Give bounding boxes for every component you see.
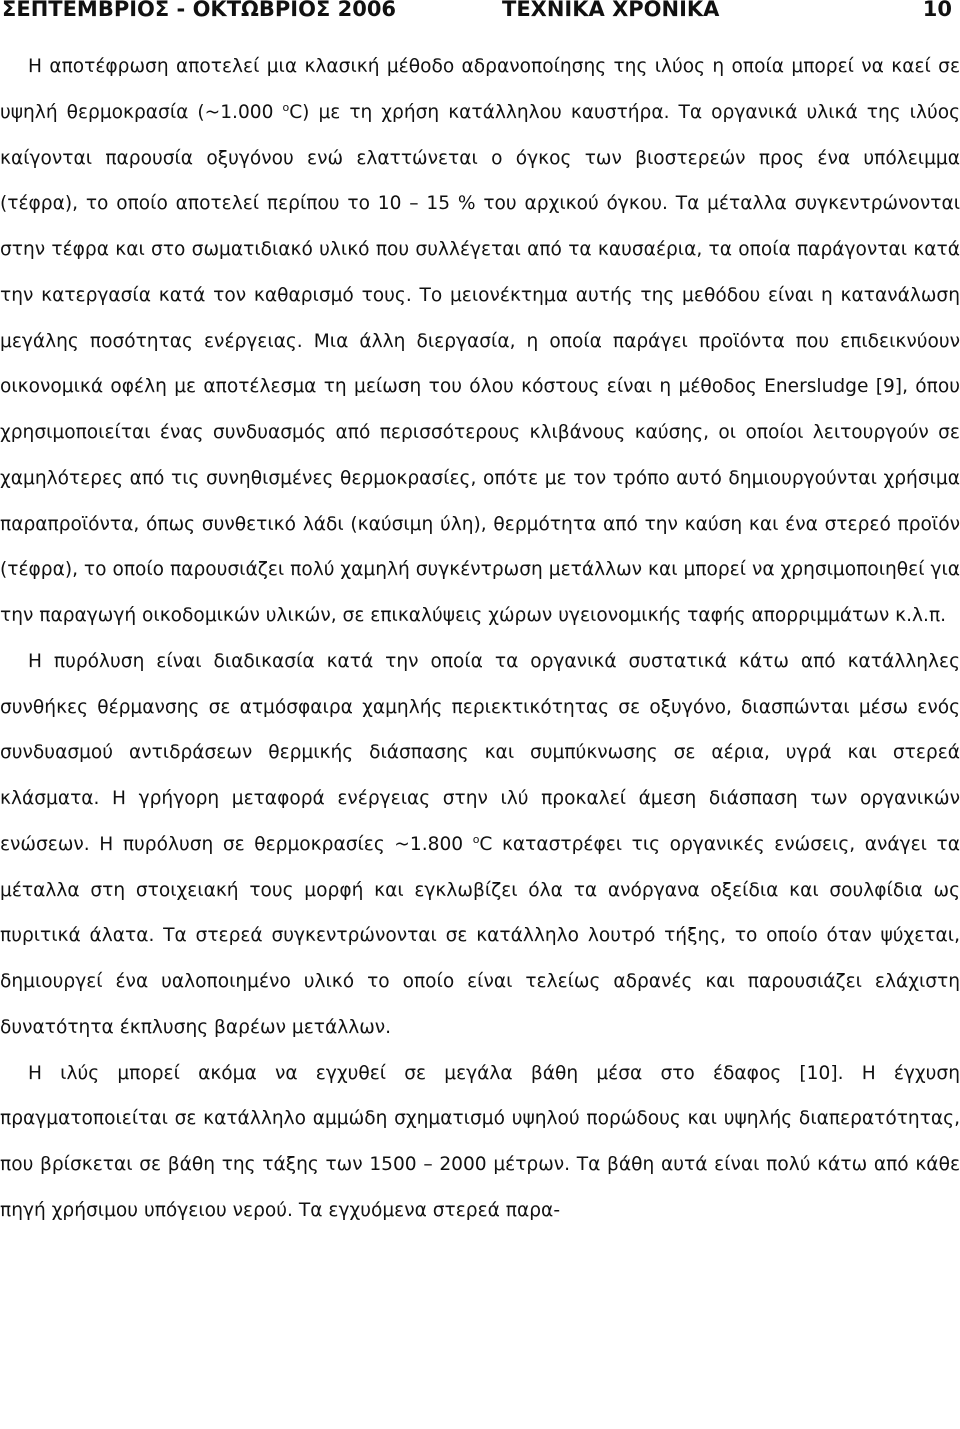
- paragraph-text: C καταστρέφει τις οργανικές ενώσεις, ανάγει τα μέταλλα στη στοιχειακή τους μορφή και εγκλωβίζει όλα τα ανόργανα οξείδια και σουλφίδια ως πυριτικά άλατα. Τα στερεά συγκεντρώνονται σε κατάλληλο λουτρό τήξης, το οποίο όταν ψύχεται, δημιουργεί ένα υαλοποιημένο υλικό το οποίο είναι τελείως αδρανές και παρουσιάζει ελάχιστη δυνατότητα έκπλυσης βαρέων μετάλλων.: [0, 833, 960, 1038]
- page-number: 10: [922, 0, 952, 21]
- paragraph-text: Η πυρόλυση είναι διαδικασία κατά την οποία τα οργανικά συστατικά κάτω από κατάλληλες συνθήκες θέρμανσης σε ατμόσφαιρα χαμηλής περιεκτικότητας σε οξυγόνο, διασπώνται μέσω ενός συνδυασμού αντιδράσεων θερμικής διάσπασης και συμπύκνωσης σε αέρια, υγρά και στερεά κλάσματα. Η γρήγορη μεταφορά ενέργειας στην ιλύ προκαλεί άμεση διάσπαση των οργανικών ενώσεων. Η πυρόλυση σε θερμοκρασίες ~1.800: [0, 650, 960, 855]
- paragraph-incineration: [0, 44, 960, 639]
- article-body: [0, 44, 960, 1234]
- paragraph-pyrolysis: [0, 639, 960, 1051]
- page-header: [0, 0, 960, 30]
- paragraph-text: C) με τη χρήση κατάλληλου καυστήρα. Τα οργανικά υλικά της ιλύος καίγονται παρουσία οξυγόνου ενώ ελαττώνεται ο όγκος των βιοστερεών προς ένα υπόλειμμα (τέφρα), το οποίο αποτελεί περίπου το 10 – 15 % του αρχικού όγκου. Τα μέταλλα συγκεντρώνονται στην τέφρα και στο σωματιδιακό υλικό που συλλέγεται από τα καυσαέρια, τα οποία παράγονται κατά την κατεργασία κατά τον καθαρισμό τους. Το μειονέκτημα αυτής της μεθόδου είναι η κατανάλωση μεγάλης ποσότητας ενέργειας. Μια άλλη διεργασία, η οποία παράγει προϊόντα που επιδεικνύουν οικονομικά οφέλη με αποτέλεσμα τη μείωση του όλου κόστους είναι η μέθοδος Enersludge [9], όπου χρησιμοποιείται ένας συνδυασμός από περισσότερους κλιβάνους καύσης, οι οποίοι λειτουργούν σε χαμηλότερες από τις συνηθισμένες θερμοκρασίες, οπότε με τον τρόπο αυτό δημιουργούνται χρήσιμα παραπροϊόντα, όπως συνθετικό λάδι (καύσιμη ύλη), θερμότητα από την καύση και ένα στερεό προϊόν (τέφρα), το οποίο παρουσιάζει πολύ χαμηλή συγκέντρωση μετάλλων και μπορεί να χρησιμοποιηθεί για την παραγωγή οικοδομικών υλικών, σε επικαλύψεις χώρων υγειονομικής ταφής απορριμμάτων κ.λ.π.: [0, 101, 960, 626]
- paragraph-text: Η ιλύς μπορεί ακόμα να εγχυθεί σε μεγάλα βάθη μέσα στο έδαφος [10]. Η έγχυση πραγματοποιείται σε κατάλληλο αμμώδη σχηματισμό υψηλού πορώδους και υψηλής διαπερατότητας, που βρίσκεται σε βάθη της τάξης των 1500 – 2000 μέτρων. Τα βάθη αυτά είναι πολύ κάτω από κάθε πηγή χρήσιμου υπόγειου νερού. Τα εγχυόμενα στερεά παρα-: [0, 1062, 960, 1221]
- journal-title: ΤΕΧΝΙΚΑ ΧΡΟΝΙΚΑ: [502, 0, 720, 21]
- paragraph-text: Η αποτέφρωση αποτελεί μια κλασική μέθοδο αδρανοποίησης της ιλύος η οποία μπορεί να καεί σε υψηλή θερμοκρασία (~1.000: [0, 56, 960, 123]
- issue-date: ΣΕΠΤΕΜΒΡΙΟΣ - ΟΚΤΩΒΡΙΟΣ 2006: [2, 0, 397, 21]
- degree-superscript: o: [472, 832, 480, 846]
- degree-superscript: o: [282, 100, 290, 114]
- paragraph-deep-injection: [0, 1051, 960, 1234]
